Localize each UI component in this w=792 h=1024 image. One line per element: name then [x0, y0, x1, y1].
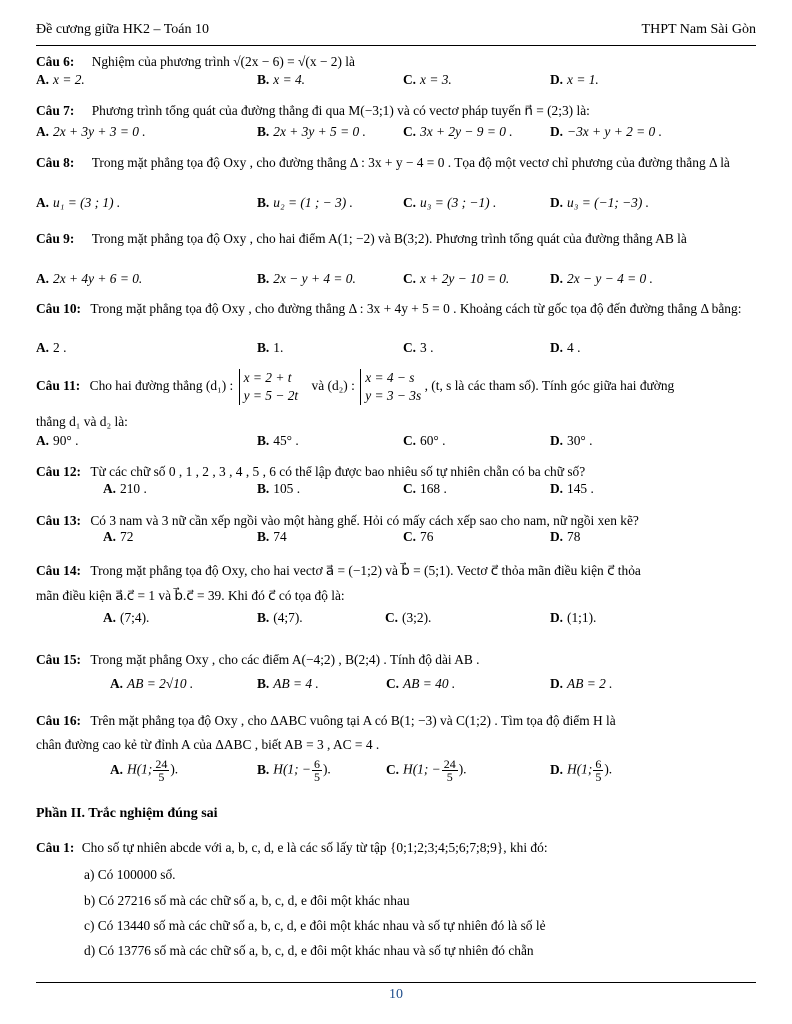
- question-stem-part: , (t, s là các tham số). Tính góc giữa hai đường: [424, 378, 675, 393]
- header-divider: [36, 45, 756, 46]
- option-b: B. 2x − y + 4 = 0.: [257, 271, 356, 286]
- option-b: B. 105 .: [257, 481, 301, 496]
- option-a: A. u₁ = (3 ; 1) .: [36, 195, 121, 210]
- question-number: Câu 9:: [36, 231, 75, 246]
- option-a: A. AB = 2√10 .: [110, 676, 194, 691]
- options-row: [103, 610, 754, 630]
- options-row: [103, 481, 754, 501]
- option-a: A. 2x + 4y + 6 = 0.: [36, 271, 143, 286]
- option-d: D. 2x − y − 4 = 0 .: [550, 271, 653, 286]
- option-a: A. 72: [103, 529, 134, 544]
- options-row: [36, 72, 754, 92]
- option-d: D. x = 1.: [550, 72, 599, 87]
- question-16-cont: [36, 735, 754, 754]
- statement-b: b) Có 27216 số mà các chữ số a, b, c, d, e đôi một khác nhau: [84, 893, 410, 908]
- option-b: B. 2x + 3y + 5 = 0 .: [257, 124, 366, 139]
- option-d: D. 4 .: [550, 340, 581, 355]
- option-d: D. −3x + y + 2 = 0 .: [550, 124, 662, 139]
- question-number: Câu 13:: [36, 513, 82, 528]
- question-stem: Cho số tự nhiên abcde với a, b, c, d, e là các số lấy từ tập {0;1;2;3;4;5;6;7;8;9}, khi đó:: [81, 840, 548, 855]
- page-header: [36, 22, 756, 44]
- question-12: [36, 462, 754, 481]
- option-b: B. 74: [257, 529, 287, 544]
- option-b: B. 45° .: [257, 433, 299, 448]
- option-d: D. H(1; $\frac{6}{5}$ ).: [550, 757, 613, 784]
- option-a: A. 2 .: [36, 340, 67, 355]
- header-left: Đề cương giữa HK2 – Toán 10: [36, 22, 209, 37]
- question-number: Câu 14:: [36, 563, 82, 578]
- option-d: D. 30° .: [550, 433, 593, 448]
- option-a: A. (7;4).: [103, 610, 150, 625]
- footer-divider: [36, 982, 756, 983]
- page-number: 10: [389, 987, 403, 1002]
- options-row: [110, 676, 754, 696]
- option-d: D. 78: [550, 529, 581, 544]
- option-a: A. H(1; $\frac{24}{5}$ ).: [110, 757, 179, 784]
- question-number: Câu 8:: [36, 155, 75, 170]
- option-b: B. (4;7).: [257, 610, 303, 625]
- question-stem: Nghiệm của phương trình √(2x − 6) = √(x − 2) là: [91, 54, 355, 69]
- question-stem: Cho hai đường thẳng (d₁) :: [89, 378, 234, 393]
- question-stem: Trong mặt phẳng tọa độ Oxy , cho đường thẳng Δ : 3x + y − 4 = 0 . Tọa độ một vectơ chỉ phương của đường thẳng Δ là: [91, 155, 730, 170]
- option-c: C. 76: [403, 529, 434, 544]
- question-10: [36, 299, 754, 318]
- question-number: Câu 11:: [36, 378, 81, 393]
- question-7: [36, 101, 754, 120]
- option-b: B. AB = 4 .: [257, 676, 319, 691]
- question-stem: Phương trình tổng quát của đường thẳng đi qua M(−3;1) và có vectơ pháp tuyến n⃗ = (2;3) là:: [91, 103, 590, 118]
- question-stem-part: chân đường cao kẻ từ đỉnh A của ΔABC , biết AB = 3 , AC = 4 .: [36, 737, 380, 752]
- options-row: [36, 340, 754, 360]
- question-stem-part: thẳng d₁ và d₂ là:: [36, 414, 128, 429]
- option-c: C. u₃ = (3 ; −1) .: [403, 195, 497, 210]
- option-c: C. 3 .: [403, 340, 434, 355]
- question-number: Câu 1:: [36, 840, 75, 855]
- question-14-cont: [36, 586, 754, 605]
- question-11: [36, 366, 754, 408]
- option-b: B. H(1; − $\frac{6}{5}$ ).: [257, 757, 331, 784]
- option-b: B. x = 4.: [257, 72, 305, 87]
- statement-c: c) Có 13440 số mà các chữ số a, b, c, d, e đôi một khác nhau và số tự nhiên đó là số lẻ: [84, 918, 546, 933]
- option-c: C. 168 .: [403, 481, 447, 496]
- option-c: C. AB = 40 .: [386, 676, 456, 691]
- option-c: C. x + 2y − 10 = 0.: [403, 271, 510, 286]
- statement-d: d) Có 13776 số mà các chữ số a, b, c, d, e đôi một khác nhau và số tự nhiên đó chẵn: [84, 943, 534, 958]
- system-2: x = 4 − s y = 3 − 3s: [360, 369, 421, 405]
- question-6: [36, 52, 754, 71]
- question-stem: Trong mặt phẳng tọa độ Oxy , cho đường thẳng Δ : 3x + 4y + 5 = 0 . Khoảng cách từ gốc tọa độ đến đường thẳng Δ bằng:: [90, 301, 742, 316]
- option-c: C. (3;2).: [385, 610, 432, 625]
- question-number: Câu 10:: [36, 301, 82, 316]
- question-16: [36, 711, 754, 730]
- options-row: [36, 271, 754, 291]
- question-stem-part: và (d₂) :: [311, 378, 355, 393]
- option-c: C. 3x + 2y − 9 = 0 .: [403, 124, 513, 139]
- question-8: [36, 153, 754, 172]
- options-row: [36, 433, 754, 453]
- question-9: [36, 229, 754, 248]
- question-13: [36, 511, 754, 530]
- options-row: [36, 195, 754, 215]
- options-row: [110, 754, 754, 790]
- question-stem: Trên mặt phẳng tọa độ Oxy , cho ΔABC vuông tại A có B(1; −3) và C(1;2) . Tìm tọa độ điểm H là: [90, 713, 616, 728]
- question-number: Câu 7:: [36, 103, 75, 118]
- system-1: x = 2 + t y = 5 − 2t: [239, 369, 299, 405]
- question-stem: Từ các chữ số 0 , 1 , 2 , 3 , 4 , 5 , 6 có thể lập được bao nhiêu số tự nhiên chẵn có ba chữ số?: [90, 464, 586, 479]
- statement-a: a) Có 100000 số.: [84, 867, 176, 882]
- option-c: C. x = 3.: [403, 72, 452, 87]
- question-number: Câu 15:: [36, 652, 82, 667]
- part2-question-1: [36, 838, 754, 857]
- option-d: D. (1;1).: [550, 610, 597, 625]
- option-b: B. u₂ = (1 ; − 3) .: [257, 195, 353, 210]
- question-stem: Trong mặt phẳng tọa độ Oxy, cho hai vectơ a⃗ = (−1;2) và b⃗ = (5;1). Vectơ c⃗ thỏa mãn điều kiện c⃗ thỏa: [90, 563, 641, 578]
- option-a: A. 210 .: [103, 481, 147, 496]
- option-d: D. AB = 2 .: [550, 676, 613, 691]
- header-right: THPT Nam Sài Gòn: [641, 22, 756, 37]
- question-stem: Trong mặt phẳng Oxy , cho các điểm A(−4;2) , B(2;4) . Tính độ dài AB .: [90, 652, 480, 667]
- option-a: A. x = 2.: [36, 72, 85, 87]
- options-row: [103, 529, 754, 549]
- option-a: A. 90° .: [36, 433, 79, 448]
- options-row: [36, 124, 754, 144]
- question-number: Câu 12:: [36, 464, 82, 479]
- question-number: Câu 6:: [36, 54, 75, 69]
- section-title: Phần II. Trắc nghiệm đúng sai: [36, 806, 218, 821]
- option-d: D. 145 .: [550, 481, 594, 496]
- question-number: Câu 16:: [36, 713, 82, 728]
- option-a: A. 2x + 3y + 3 = 0 .: [36, 124, 146, 139]
- question-14: [36, 561, 754, 580]
- option-d: D. u₃ = (−1; −3) .: [550, 195, 649, 210]
- question-stem: Có 3 nam và 3 nữ cần xếp ngồi vào một hàng ghế. Hỏi có mấy cách xếp sao cho nam, nữ ngồi xen kẽ?: [90, 513, 639, 528]
- option-c: C. H(1; − $\frac{24}{5}$ ).: [386, 757, 467, 784]
- question-15: [36, 650, 754, 669]
- question-11-cont: [36, 412, 754, 431]
- question-stem: Trong mặt phẳng tọa độ Oxy , cho hai điểm A(1; −2) và B(3;2). Phương trình tổng quát của đường thẳng AB là: [91, 231, 687, 246]
- option-c: C. 60° .: [403, 433, 446, 448]
- question-stem-part: mãn điều kiện a⃗.c⃗ = 1 và b⃗.c⃗ = 39. Khi đó c⃗ có tọa độ là:: [36, 588, 345, 603]
- option-b: B. 1.: [257, 340, 284, 355]
